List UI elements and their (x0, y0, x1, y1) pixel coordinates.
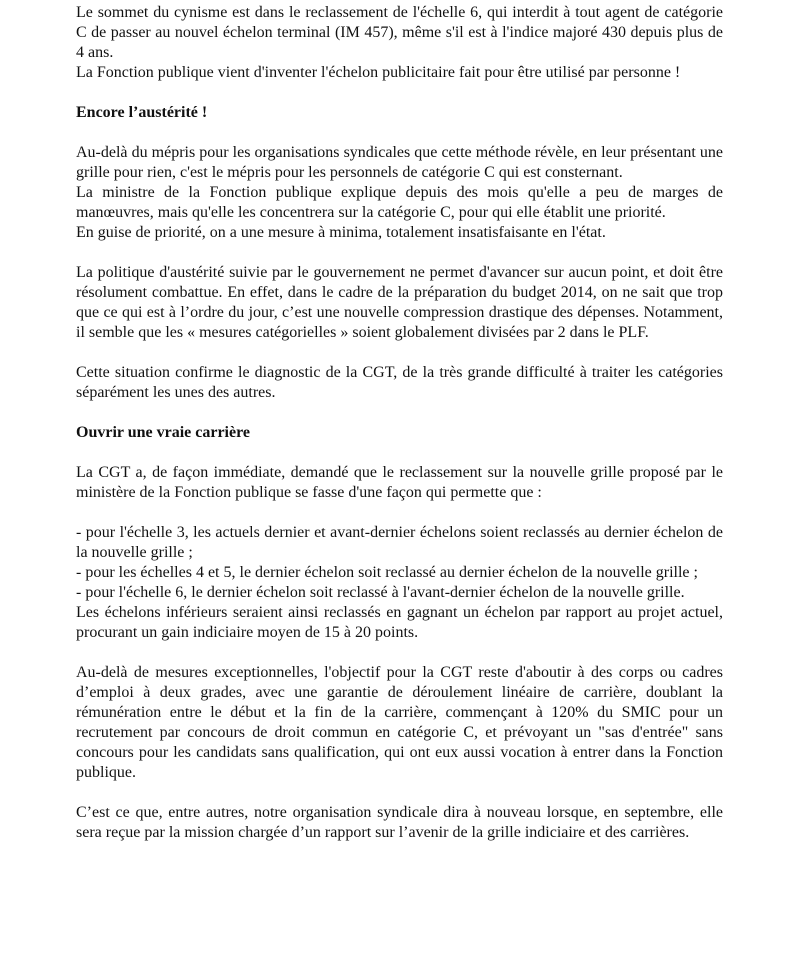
paragraph-cynisme: Le sommet du cynisme est dans le reclassement de l'échelle 6, qui interdit à tout agent de catégorie C de passer au nouvel échelon terminal (IM 457), même s'il est à l'indice majoré 430 depuis plus de 4 ans. (76, 4, 723, 61)
paragraph-diagnostic-cgt: Cette situation confirme le diagnostic de la CGT, de la très grande difficulté à traiter les catégories séparément les unes des autres. (76, 364, 723, 401)
paragraph-mission: C’est ce que, entre autres, notre organisation syndicale dira à nouveau lorsque, en septembre, elle sera reçue par la mission chargée d’un rapport sur l’avenir de la grille indiciaire et des carrières. (76, 804, 723, 841)
paragraph-objectif-cgt: Au-delà de mesures exceptionnelles, l'objectif pour la CGT reste d'aboutir à des corps ou cadres d’emploi à deux grades, avec une garantie de déroulement linéaire de carrière, doublant la rémunération entre le début et la fin de la carrière, commençant à 120% du SMIC pour un recrutement par concours de droit commun en catégorie C, et prévoyant un "sas d'entrée" sans concours pour les candidats sans qualification, qui ont eux aussi vocation à entrer dans la Fonction publique. (76, 664, 723, 781)
paragraph-ministre: La ministre de la Fonction publique explique depuis des mois qu'elle a peu de marges de manœuvres, mais qu'elle les concentrera sur la catégorie C, pour qui elle établit une priorité. (76, 184, 723, 221)
paragraph-echelon-publicitaire: La Fonction publique vient d'inventer l'échelon publicitaire fait pour être utilisé par personne ! (76, 64, 681, 81)
paragraph-priorite: En guise de priorité, on a une mesure à minima, totalement insatisfaisante en l'état. (76, 224, 606, 241)
list-item-echelle-3: - pour l'échelle 3, les actuels dernier et avant-dernier échelons soient reclassés au dernier échelon de la nouvelle grille ; (76, 524, 723, 561)
paragraph-cgt-demande: La CGT a, de façon immédiate, demandé que le reclassement sur la nouvelle grille proposé par le ministère de la Fonction publique se fasse d'une façon qui permette que : (76, 464, 723, 501)
document-page (76, 3, 723, 843)
paragraph-block-1 (76, 3, 723, 83)
paragraph-politique-austerite: La politique d'austérité suivie par le gouvernement ne permet d'avancer sur aucun point, et doit être résolument combattue. En effet, dans le cadre de la préparation du budget 2014, on ne sait que trop que ce qui est à l’ordre du jour, c’est une nouvelle compression drastique des dépenses. Notamment, il semble que les « mesures catégorielles » soient globalement divisées par 2 dans le PLF. (76, 264, 723, 341)
list-item-echelles-4-5: - pour les échelles 4 et 5, le dernier échelon soit reclassé au dernier échelon de la nouvelle grille ; (76, 564, 698, 581)
section-heading-carriere: Ouvrir une vraie carrière (76, 424, 251, 441)
list-item-echelle-6: - pour l'échelle 6, le dernier échelon soit reclassé à l'avant-dernier échelon de la nouvelle grille. (76, 584, 685, 601)
section-heading-austerite: Encore l’austérité ! (76, 104, 208, 121)
paragraph-mepris: Au-delà du mépris pour les organisations syndicales que cette méthode révèle, en leur présentant une grille pour rien, c'est le mépris pour les personnels de catégorie C qui est consternant. (76, 144, 723, 181)
paragraph-echelons-inferieurs: Les échelons inférieurs seraient ainsi reclassés en gagnant un échelon par rapport au projet actuel, procurant un gain indiciaire moyen de 15 à 20 points. (76, 604, 723, 641)
reclassement-list (76, 523, 723, 643)
paragraph-block-2 (76, 143, 723, 243)
